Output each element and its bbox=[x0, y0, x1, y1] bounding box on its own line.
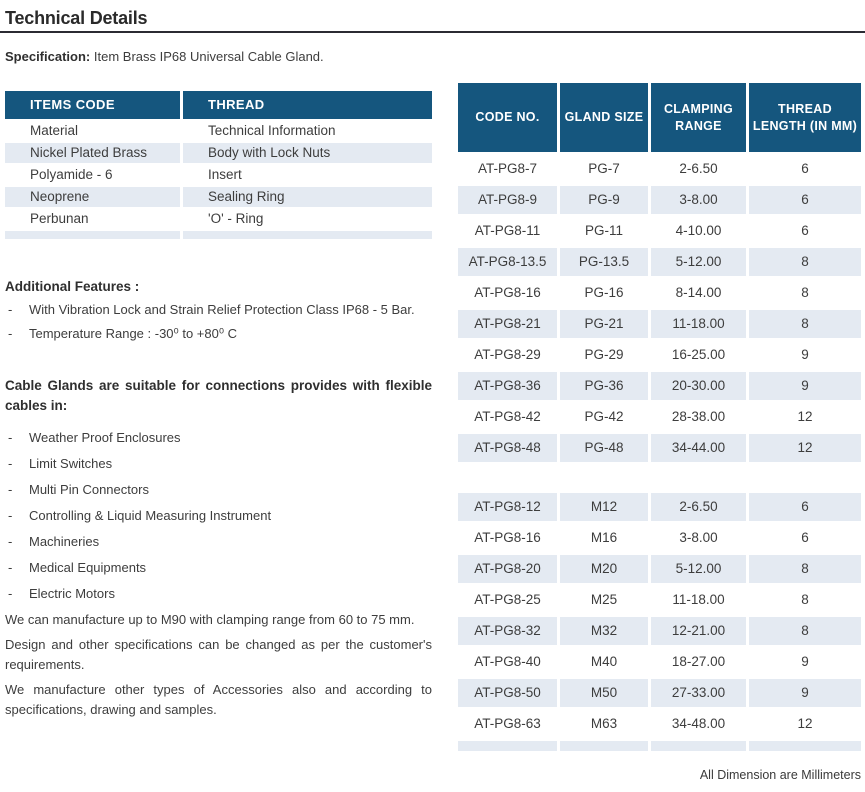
clamping-range-cell: 5-12.00 bbox=[651, 248, 746, 276]
feature-item bbox=[5, 300, 432, 320]
bullet-dash: - bbox=[8, 508, 13, 523]
materials-table-row bbox=[5, 209, 432, 229]
gland-size-cell: PG-16 bbox=[560, 279, 648, 307]
gland-size-cell: PG-21 bbox=[560, 310, 648, 338]
clamping-range-cell: 8-14.00 bbox=[651, 279, 746, 307]
gland-size-cell: M40 bbox=[560, 648, 648, 676]
code-cell: AT-PG8-7 bbox=[458, 155, 557, 183]
m-series-rows bbox=[458, 493, 861, 738]
bullet-dash: - bbox=[8, 534, 13, 549]
application-text: Limit Switches bbox=[29, 456, 113, 471]
application-text: Multi Pin Connectors bbox=[29, 482, 149, 497]
gland-size-cell: M50 bbox=[560, 679, 648, 707]
application-item bbox=[5, 532, 432, 552]
size-table-bottom-strip bbox=[458, 741, 861, 751]
gland-size-cell: M63 bbox=[560, 710, 648, 738]
specification-line bbox=[5, 49, 865, 64]
code-cell: AT-PG8-48 bbox=[458, 434, 557, 462]
code-cell: AT-PG8-32 bbox=[458, 617, 557, 645]
note-paragraph: Design and other specifications can be changed as per the customer's requirements. bbox=[5, 637, 432, 672]
size-table-row bbox=[458, 648, 861, 676]
application-text: Machineries bbox=[29, 534, 100, 549]
feature-item bbox=[5, 324, 432, 344]
application-item bbox=[5, 584, 432, 604]
size-table-row bbox=[458, 248, 861, 276]
code-cell: AT-PG8-12 bbox=[458, 493, 557, 521]
size-table-row bbox=[458, 310, 861, 338]
size-table-row bbox=[458, 434, 861, 462]
materials-table-row bbox=[5, 165, 432, 185]
code-cell: AT-PG8-63 bbox=[458, 710, 557, 738]
thread-length-cell: 9 bbox=[749, 372, 861, 400]
size-table-row bbox=[458, 341, 861, 369]
size-table-row bbox=[458, 679, 861, 707]
thread-length-cell: 12 bbox=[749, 710, 861, 738]
bottom-strip-cell bbox=[560, 741, 648, 751]
gland-size-cell: PG-42 bbox=[560, 403, 648, 431]
size-table-row bbox=[458, 403, 861, 431]
materials-header-items-code: ITEMS CODE bbox=[5, 91, 180, 119]
thread-length-cell: 6 bbox=[749, 493, 861, 521]
gland-size-cell: M32 bbox=[560, 617, 648, 645]
code-cell: AT-PG8-16 bbox=[458, 279, 557, 307]
gland-size-cell: PG-7 bbox=[560, 155, 648, 183]
code-cell: AT-PG8-21 bbox=[458, 310, 557, 338]
size-table-row bbox=[458, 155, 861, 183]
thread-length-cell: 9 bbox=[749, 679, 861, 707]
clamping-range-cell: 11-18.00 bbox=[651, 310, 746, 338]
applications-heading: Cable Glands are suitable for connections provides with flexible cables in: bbox=[5, 378, 432, 413]
size-table-row bbox=[458, 555, 861, 583]
size-table-row bbox=[458, 586, 861, 614]
thread-length-cell: 8 bbox=[749, 310, 861, 338]
size-table-row bbox=[458, 710, 861, 738]
material-thread-cell: Insert bbox=[183, 165, 432, 185]
application-item bbox=[5, 454, 432, 474]
thread-length-cell: 8 bbox=[749, 248, 861, 276]
size-table-row bbox=[458, 279, 861, 307]
application-text: Weather Proof Enclosures bbox=[29, 430, 181, 445]
code-cell: AT-PG8-42 bbox=[458, 403, 557, 431]
thread-length-cell: 8 bbox=[749, 617, 861, 645]
material-thread-cell: Body with Lock Nuts bbox=[183, 143, 432, 163]
materials-table-body bbox=[5, 121, 432, 229]
gland-size-cell: PG-36 bbox=[560, 372, 648, 400]
clamping-range-cell: 16-25.00 bbox=[651, 341, 746, 369]
page-title: Technical Details bbox=[5, 8, 148, 28]
title-divider bbox=[0, 31, 865, 33]
materials-table bbox=[5, 91, 432, 239]
bottom-strip-cell bbox=[458, 741, 557, 751]
gland-size-cell: M16 bbox=[560, 524, 648, 552]
gland-size-cell: PG-11 bbox=[560, 217, 648, 245]
application-item bbox=[5, 506, 432, 526]
gland-size-cell: M20 bbox=[560, 555, 648, 583]
thread-length-cell: 6 bbox=[749, 524, 861, 552]
materials-table-row bbox=[5, 187, 432, 207]
materials-table-row bbox=[5, 143, 432, 163]
dimension-footnote: All Dimension are Millimeters bbox=[699, 768, 861, 782]
header-clamping-range: CLAMPING RANGE bbox=[651, 83, 746, 152]
gland-size-cell: PG-13.5 bbox=[560, 248, 648, 276]
code-cell: AT-PG8-13.5 bbox=[458, 248, 557, 276]
materials-header-thread: THREAD bbox=[183, 91, 432, 119]
material-name-cell: Material bbox=[5, 121, 180, 141]
gland-size-cell: M25 bbox=[560, 586, 648, 614]
code-cell: AT-PG8-16 bbox=[458, 524, 557, 552]
material-name-cell: Nickel Plated Brass bbox=[5, 143, 180, 163]
clamping-range-cell: 20-30.00 bbox=[651, 372, 746, 400]
material-name-cell: Neoprene bbox=[5, 187, 180, 207]
materials-table-row bbox=[5, 121, 432, 141]
code-cell: AT-PG8-40 bbox=[458, 648, 557, 676]
application-text: Electric Motors bbox=[29, 586, 115, 601]
material-name-cell: Polyamide - 6 bbox=[5, 165, 180, 185]
notes-section bbox=[5, 610, 432, 720]
feature-text: Temperature Range : -30⁰ to +80⁰ C bbox=[29, 326, 238, 341]
note-paragraph: We manufacture other types of Accessories also and according to specifications, drawing and samples. bbox=[5, 682, 432, 717]
additional-features-heading: Additional Features : bbox=[5, 279, 140, 294]
gland-size-cell: PG-48 bbox=[560, 434, 648, 462]
application-item bbox=[5, 428, 432, 448]
bullet-dash: - bbox=[8, 430, 13, 445]
header-thread-length: THREAD LENGTH (IN MM) bbox=[749, 83, 861, 152]
bullet-dash: - bbox=[8, 456, 13, 471]
code-cell: AT-PG8-29 bbox=[458, 341, 557, 369]
code-cell: AT-PG8-25 bbox=[458, 586, 557, 614]
note-paragraph: We can manufacture up to M90 with clamping range from 60 to 75 mm. bbox=[5, 612, 415, 627]
clamping-range-cell: 11-18.00 bbox=[651, 586, 746, 614]
application-item bbox=[5, 558, 432, 578]
header-code-no: CODE NO. bbox=[458, 83, 557, 152]
thread-length-cell: 12 bbox=[749, 434, 861, 462]
gland-size-cell: M12 bbox=[560, 493, 648, 521]
thread-length-cell: 9 bbox=[749, 648, 861, 676]
bottom-strip-cell bbox=[749, 741, 861, 751]
thread-length-cell: 12 bbox=[749, 403, 861, 431]
gland-size-cell: PG-9 bbox=[560, 186, 648, 214]
size-table-row bbox=[458, 617, 861, 645]
thread-length-cell: 6 bbox=[749, 155, 861, 183]
bullet-dash: - bbox=[8, 560, 13, 575]
thread-length-cell: 8 bbox=[749, 586, 861, 614]
clamping-range-cell: 2-6.50 bbox=[651, 155, 746, 183]
code-cell: AT-PG8-11 bbox=[458, 217, 557, 245]
bullet-dash: - bbox=[8, 586, 13, 601]
thread-length-cell: 6 bbox=[749, 186, 861, 214]
clamping-range-cell: 18-27.00 bbox=[651, 648, 746, 676]
code-cell: AT-PG8-9 bbox=[458, 186, 557, 214]
application-item bbox=[5, 480, 432, 500]
bullet-dash: - bbox=[8, 302, 13, 317]
clamping-range-cell: 12-21.00 bbox=[651, 617, 746, 645]
pg-series-rows bbox=[458, 155, 861, 462]
material-name-cell: Perbunan bbox=[5, 209, 180, 229]
bottom-strip-cell bbox=[5, 231, 180, 239]
bullet-dash: - bbox=[8, 482, 13, 497]
bottom-strip-cell bbox=[183, 231, 432, 239]
material-thread-cell: 'O' - Ring bbox=[183, 209, 432, 229]
clamping-range-cell: 27-33.00 bbox=[651, 679, 746, 707]
size-table-row bbox=[458, 493, 861, 521]
thread-length-cell: 6 bbox=[749, 217, 861, 245]
applications-section bbox=[5, 376, 432, 604]
additional-features-section bbox=[5, 279, 432, 344]
application-text: Medical Equipments bbox=[29, 560, 147, 575]
material-thread-cell: Sealing Ring bbox=[183, 187, 432, 207]
code-cell: AT-PG8-36 bbox=[458, 372, 557, 400]
bullet-dash: - bbox=[8, 326, 13, 341]
specification-text: Item Brass IP68 Universal Cable Gland. bbox=[93, 49, 324, 64]
code-cell: AT-PG8-20 bbox=[458, 555, 557, 583]
clamping-range-cell: 3-8.00 bbox=[651, 524, 746, 552]
size-table-row bbox=[458, 372, 861, 400]
materials-table-header bbox=[5, 91, 432, 119]
thread-length-cell: 8 bbox=[749, 555, 861, 583]
size-table-row bbox=[458, 186, 861, 214]
left-column bbox=[5, 91, 432, 720]
code-cell: AT-PG8-50 bbox=[458, 679, 557, 707]
size-table-header bbox=[458, 83, 861, 152]
bottom-strip-cell bbox=[651, 741, 746, 751]
thread-length-cell: 8 bbox=[749, 279, 861, 307]
clamping-range-cell: 34-48.00 bbox=[651, 710, 746, 738]
clamping-range-cell: 3-8.00 bbox=[651, 186, 746, 214]
thread-length-cell: 9 bbox=[749, 341, 861, 369]
clamping-range-cell: 4-10.00 bbox=[651, 217, 746, 245]
specification-label: Specification: bbox=[5, 49, 91, 64]
materials-table-bottom-strip bbox=[5, 231, 432, 239]
size-table-row bbox=[458, 217, 861, 245]
feature-text: With Vibration Lock and Strain Relief Protection Class IP68 - 5 Bar. bbox=[29, 302, 415, 317]
gland-size-cell: PG-29 bbox=[560, 341, 648, 369]
clamping-range-cell: 2-6.50 bbox=[651, 493, 746, 521]
size-table-row bbox=[458, 524, 861, 552]
application-text: Controlling & Liquid Measuring Instrument bbox=[29, 508, 272, 523]
material-thread-cell: Technical Information bbox=[183, 121, 432, 141]
clamping-range-cell: 34-44.00 bbox=[651, 434, 746, 462]
size-table bbox=[458, 83, 861, 782]
clamping-range-cell: 28-38.00 bbox=[651, 403, 746, 431]
clamping-range-cell: 5-12.00 bbox=[651, 555, 746, 583]
header-gland-size: GLAND SIZE bbox=[560, 83, 648, 152]
